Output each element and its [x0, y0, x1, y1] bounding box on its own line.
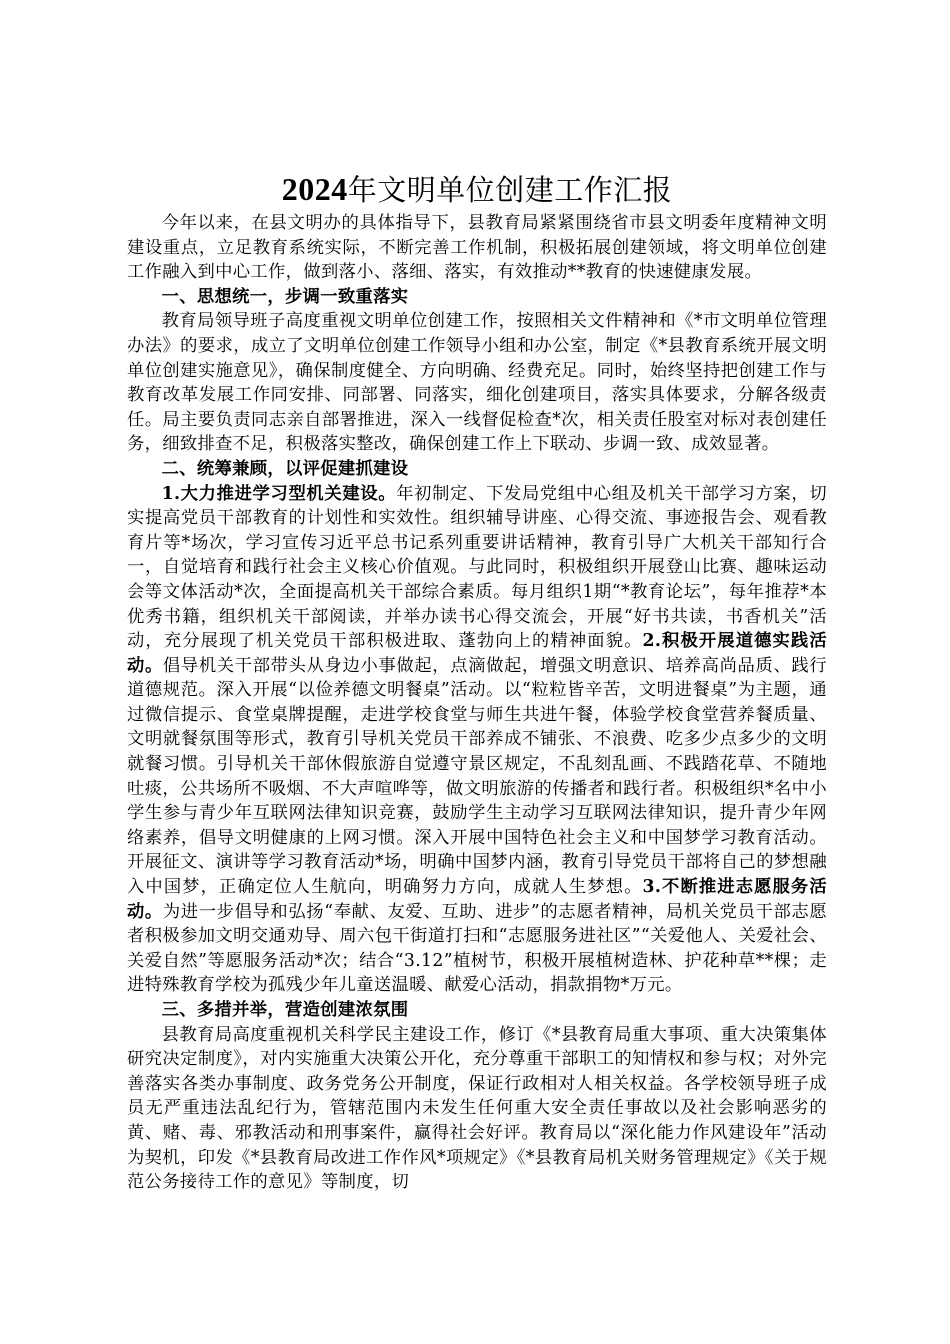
item-2-lead: 2.积极开展道德实践活动。: [127, 631, 827, 676]
title-text: 年文明单位创建工作汇报: [347, 173, 673, 207]
intro-paragraph: 今年以来，在县文明办的具体指导下，县教育局紧紧围绕省市县文明委年度精神文明建设重点，立足教育系统实际，不断完善工作机制，积极拓展创建领域，将文明单位创建工作融入到中心工作，做到落小、落细、落实，有效推动**教育的快速健康发展。: [127, 213, 827, 283]
section-heading-3: 三、多措并举，营造创建浓氛围: [161, 1000, 409, 1020]
section-3-paragraph: 县教育局高度重视机关科学民主建设工作，修订《*县教育局重大事项、重大决策集体研究决定制度》，对内实施重大决策公开化，充分尊重干部职工的知情权和参与权；对外完善落实各类办事制度、政务党务公开制度，保证行政相对人相关权益。各学校领导班子成员无严重违法乱纪行为，管辖范围内未发生任何重大安全责任事故以及社会影响恶劣的黄、赌、毒、邪教活动和刑事案件，赢得社会好评。教育局以“深化能力作风建设年”活动为契机，印发《*县教育局改进工作作风*项规定》《*县教育局机关财务管理规定》《关于规范公务接待工作的意见》等制度，切: [127, 1024, 827, 1193]
item-3-body: 为进一步倡导和弘扬“奉献、友爱、互助、进步”的志愿者精神，局机关党员干部志愿者积极参加文明交通劝导、周六包干街道打扫和“志愿服务进社区”“关爱他人、关爱社会、关爱自然”等愿服务活动*次；结合“3.12”植树节，积极开展植树造林、护花种草**棵；走进特殊教育学校为孤残少年儿童送温暖、献爱心活动，捐款捐物*万元。: [127, 901, 827, 996]
document-title: [127, 168, 827, 211]
section-2-paragraph: [127, 482, 827, 998]
item-2-body: 倡导机关干部带头从身边小事做起，点滴做起，增强文明意识、培养高尚品质、践行道德规范。深入开展“以俭养德文明餐桌”活动。以“粒粒皆辛苦，文明进餐桌”为主题，通过微信提示、食堂桌牌提醒，走进学校食堂与师生共进午餐，体验学校食堂营养餐质量、文明就餐氛围等形式，教育引导机关党员干部养成不铺张、不浪费、吃多少点多少的文明就餐习惯。引导机关干部休假旅游自觉遵守景区规定，不乱刻乱画、不践踏花草、不随地吐痰，公共场所不吸烟、不大声喧哗等，做文明旅游的传播者和践行者。积极组织*名中小学生参与青少年互联网法律知识竞赛，鼓励学生主动学习互联网法律知识，提升青少年网络素养，倡导文明健康的上网习惯。深入开展中国特色社会主义和中国梦学习教育活动。开展征文、演讲等学习教育活动*场，明确中国梦内涵，教育引导党员干部将自己的梦想融入中国梦，正确定位人生航向，明确努力方向，成就人生梦想。: [127, 655, 828, 898]
item-1-body: 年初制定、下发局党组中心组及机关干部学习方案，切实提高党员干部教育的计划性和实效性。组织辅导讲座、心得交流、事迹报告会、观看教育片等*场次，学习宣传习近平总书记系列重要讲话精神，教育引导广大机关干部知行合一，自觉培育和践行社会主义核心价值观。与此同时，积极组织开展登山比赛、趣味运动会等文体活动*次，全面提高机关干部综合素质。每月组织1期“*教育论坛”，每年推荐*本优秀书籍，组织机关干部阅读，并举办读书心得交流会，开展“好书共读，书香机关”活动，充分展现了机关党员干部积极进取、蓬勃向上的精神面貌。: [127, 483, 827, 652]
section-1-paragraph: 教育局领导班子高度重视文明单位创建工作，按照相关文件精神和《*市文明单位管理办法》的要求，成立了文明单位创建工作领导小组和办公室，制定《*县教育系统开展文明单位创建实施意见》，确保制度健全、方向明确、经费充足。同时，始终坚持把创建工作与教育改革发展工作同安排、同部署、同落实，细化创建项目，落实具体要求，分解各级责任。局主要负责同志亲自部署推进，深入一线督促检查*次，相关责任股室对标对表创建任务，细致排查不足，积极落实整改，确保创建工作上下联动、步调一致、成效显著。: [127, 311, 827, 455]
item-3-lead: 3.不断推进志愿服务活动。: [127, 877, 827, 922]
section-heading-1: 一、思想统一，步调一致重落实: [161, 286, 409, 307]
document-page: [127, 168, 827, 1195]
item-1-lead: 1.大力推进学习型机关建设。: [161, 483, 397, 504]
section-heading-2: 二、统筹兼顾，以评促建抓建设: [161, 458, 409, 479]
title-year: 2024: [281, 171, 348, 207]
